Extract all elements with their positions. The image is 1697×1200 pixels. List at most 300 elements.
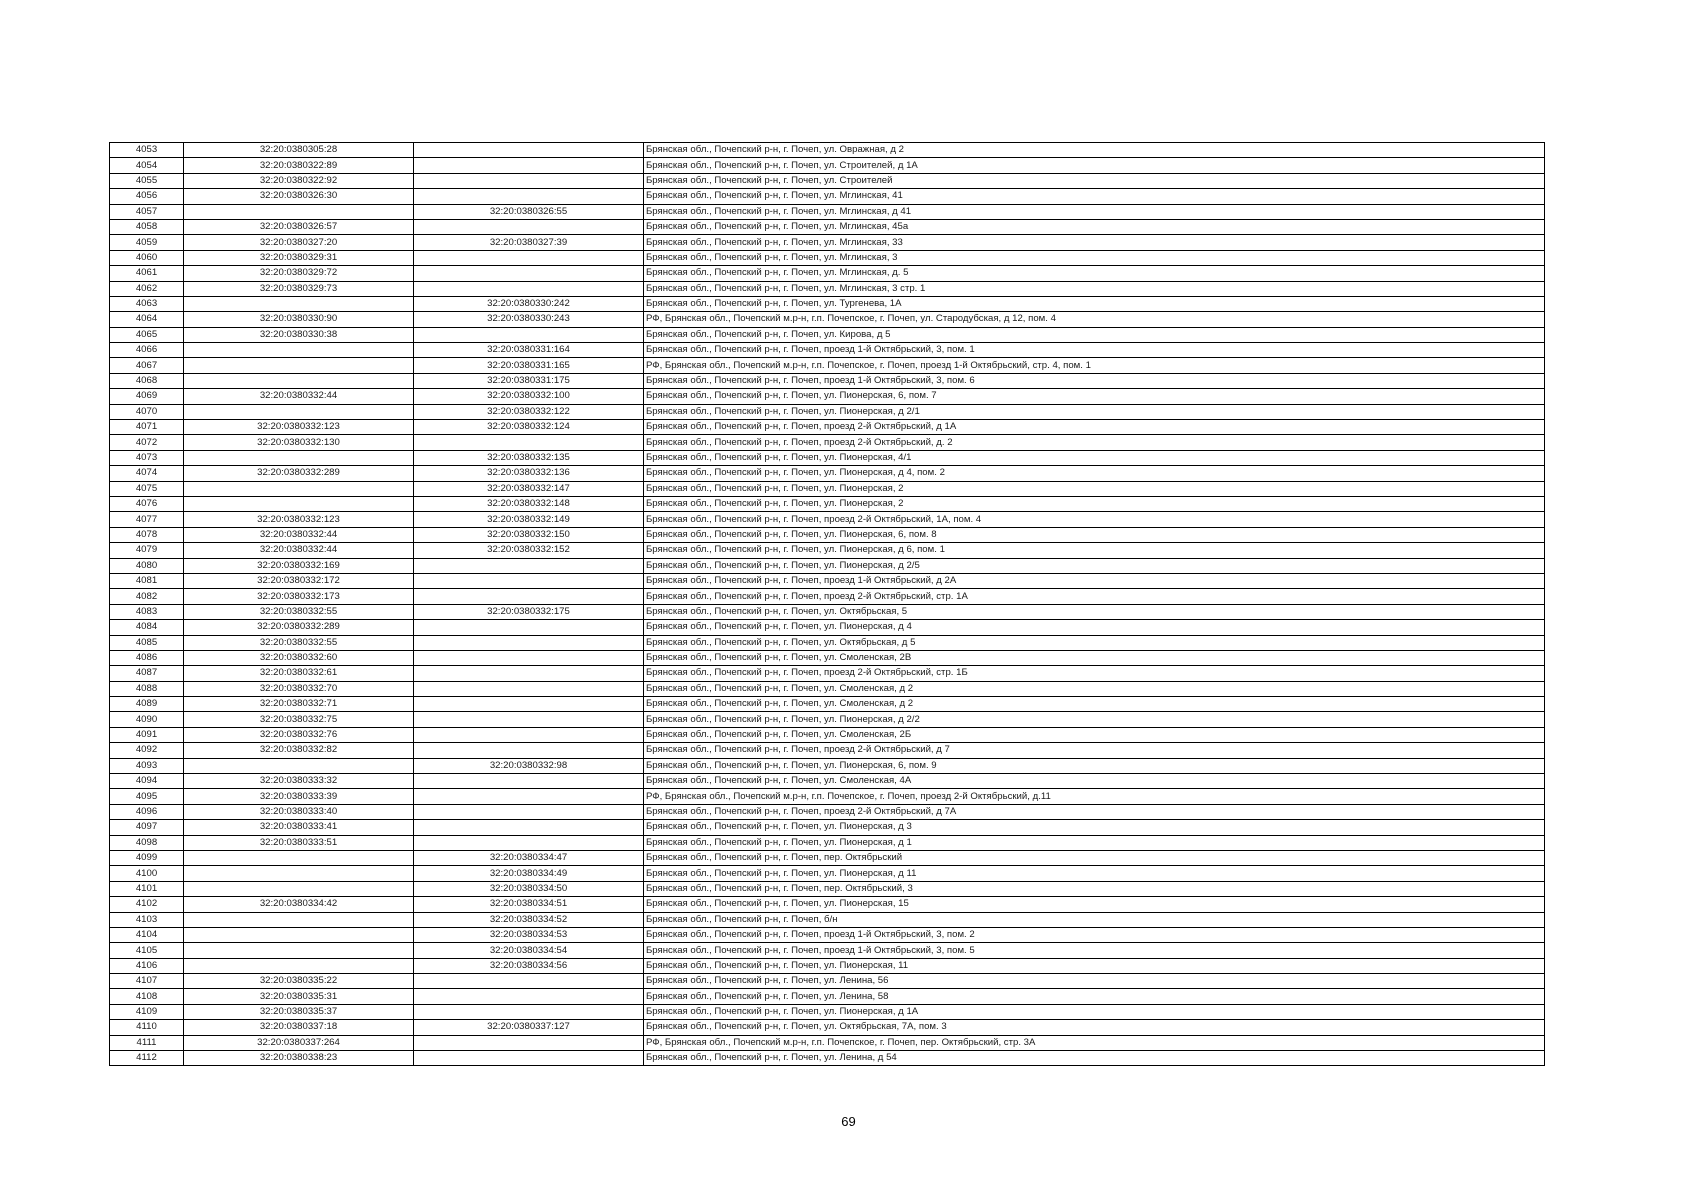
row-number-cell: 4091 <box>110 727 184 742</box>
cadastral-number-cell: 32:20:0380326:30 <box>184 189 414 204</box>
address-cell: Брянская обл., Почепский р-н, г. Почеп, ул. Ленина, 56 <box>644 974 1545 989</box>
row-number-cell: 4095 <box>110 789 184 804</box>
cadastral-number-2-cell <box>414 666 644 681</box>
cadastral-number-2-cell: 32:20:0380332:150 <box>414 527 644 542</box>
cadastral-number-2-cell <box>414 989 644 1004</box>
address-cell: Брянская обл., Почепский р-н, г. Почеп, ул. Пионерская, д 1А <box>644 1004 1545 1019</box>
cadastral-number-cell: 32:20:0380322:89 <box>184 158 414 173</box>
cadastral-number-2-cell <box>414 1004 644 1019</box>
cadastral-number-cell: 32:20:0380332:172 <box>184 573 414 588</box>
cadastral-number-cell: 32:20:0380332:60 <box>184 650 414 665</box>
table-row <box>110 835 1545 850</box>
cadastral-number-cell: 32:20:0380332:76 <box>184 727 414 742</box>
cadastral-number-cell: 32:20:0380337:18 <box>184 1020 414 1035</box>
table-row <box>110 1004 1545 1019</box>
cadastral-number-cell: 32:20:0380332:173 <box>184 589 414 604</box>
address-cell: РФ, Брянская обл., Почепский м.р-н, г.п. Почепское, г. Почеп, пер. Октябрьский, стр. 3А <box>644 1035 1545 1050</box>
cadastral-number-2-cell: 32:20:0380331:165 <box>414 358 644 373</box>
cadastral-number-2-cell <box>414 743 644 758</box>
address-cell: Брянская обл., Почепский р-н, г. Почеп, ул. Кирова, д 5 <box>644 327 1545 342</box>
cadastral-number-2-cell <box>414 774 644 789</box>
table-row <box>110 312 1545 327</box>
address-cell: Брянская обл., Почепский р-н, г. Почеп, проезд 2-й Октябрьский, стр. 1Б <box>644 666 1545 681</box>
table-row <box>110 389 1545 404</box>
table-row <box>110 512 1545 527</box>
cadastral-number-cell: 32:20:0380305:28 <box>184 143 414 158</box>
cadastral-number-2-cell <box>414 820 644 835</box>
row-number-cell: 4096 <box>110 804 184 819</box>
address-cell: Брянская обл., Почепский р-н, г. Почеп, ул. Пионерская, д 1 <box>644 835 1545 850</box>
cadastral-number-cell: 32:20:0380332:44 <box>184 389 414 404</box>
table-row <box>110 774 1545 789</box>
address-cell: Брянская обл., Почепский р-н, г. Почеп, пер. Октябрьский, 3 <box>644 881 1545 896</box>
cadastral-number-2-cell: 32:20:0380332:135 <box>414 450 644 465</box>
table-row <box>110 974 1545 989</box>
table-row <box>110 589 1545 604</box>
row-number-cell: 4069 <box>110 389 184 404</box>
address-cell: Брянская обл., Почепский р-н, г. Почеп, ул. Пионерская, 15 <box>644 897 1545 912</box>
row-number-cell: 4062 <box>110 281 184 296</box>
table-row <box>110 927 1545 942</box>
address-cell: Брянская обл., Почепский р-н, г. Почеп, ул. Пионерская, д 2/1 <box>644 404 1545 419</box>
cadastral-number-cell <box>184 404 414 419</box>
cadastral-number-2-cell: 32:20:0380334:51 <box>414 897 644 912</box>
table-row <box>110 327 1545 342</box>
table-row <box>110 204 1545 219</box>
cadastral-number-2-cell <box>414 697 644 712</box>
cadastral-number-2-cell: 32:20:0380334:50 <box>414 881 644 896</box>
table-row <box>110 1020 1545 1035</box>
page-number: 69 <box>841 1114 856 1129</box>
table-row <box>110 420 1545 435</box>
row-number-cell: 4076 <box>110 496 184 511</box>
cadastral-number-2-cell: 32:20:0380332:152 <box>414 543 644 558</box>
address-cell: Брянская обл., Почепский р-н, г. Почеп, ул. Октябрьская, 5 <box>644 604 1545 619</box>
address-cell: РФ, Брянская обл., Почепский м.р-н, г.п. Почепское, г. Почеп, проезд 2-й Октябрьский, д.11 <box>644 789 1545 804</box>
cadastral-number-cell: 32:20:0380337:264 <box>184 1035 414 1050</box>
cadastral-number-2-cell <box>414 974 644 989</box>
table-row <box>110 758 1545 773</box>
row-number-cell: 4057 <box>110 204 184 219</box>
cadastral-number-2-cell <box>414 143 644 158</box>
table-row <box>110 173 1545 188</box>
address-cell: РФ, Брянская обл., Почепский м.р-н, г.п. Почепское, г. Почеп, проезд 1-й Октябрьский, стр. 4, пом. 1 <box>644 358 1545 373</box>
cadastral-number-cell: 32:20:0380333:39 <box>184 789 414 804</box>
row-number-cell: 4100 <box>110 866 184 881</box>
table-row <box>110 1035 1545 1050</box>
cadastral-number-cell <box>184 204 414 219</box>
cadastral-number-cell: 32:20:0380333:40 <box>184 804 414 819</box>
cadastral-number-cell: 32:20:0380330:90 <box>184 312 414 327</box>
row-number-cell: 4071 <box>110 420 184 435</box>
address-cell: Брянская обл., Почепский р-н, г. Почеп, ул. Пионерская, д 2/2 <box>644 712 1545 727</box>
table-row <box>110 496 1545 511</box>
address-cell: Брянская обл., Почепский р-н, г. Почеп, ул. Ленина, 58 <box>644 989 1545 1004</box>
table-row <box>110 804 1545 819</box>
row-number-cell: 4053 <box>110 143 184 158</box>
address-cell: Брянская обл., Почепский р-н, г. Почеп, проезд 2-й Октябрьский, стр. 1А <box>644 589 1545 604</box>
cadastral-number-2-cell <box>414 804 644 819</box>
row-number-cell: 4093 <box>110 758 184 773</box>
address-cell: РФ, Брянская обл., Почепский м.р-н, г.п. Почепское, г. Почеп, ул. Стародубская, д 12, пом. 4 <box>644 312 1545 327</box>
cadastral-number-cell: 32:20:0380332:123 <box>184 512 414 527</box>
address-cell: Брянская обл., Почепский р-н, г. Почеп, ул. Пионерская, 6, пом. 7 <box>644 389 1545 404</box>
row-number-cell: 4064 <box>110 312 184 327</box>
cadastral-number-cell: 32:20:0380327:20 <box>184 235 414 250</box>
address-cell: Брянская обл., Почепский р-н, г. Почеп, проезд 1-й Октябрьский, 3, пом. 2 <box>644 927 1545 942</box>
table-row <box>110 712 1545 727</box>
address-cell: Брянская обл., Почепский р-н, г. Почеп, ул. Пионерская, 6, пом. 9 <box>644 758 1545 773</box>
cadastral-number-cell: 32:20:0380332:55 <box>184 604 414 619</box>
address-cell: Брянская обл., Почепский р-н, г. Почеп, ул. Смоленская, д 2 <box>644 697 1545 712</box>
cadastral-number-cell: 32:20:0380333:32 <box>184 774 414 789</box>
row-number-cell: 4084 <box>110 620 184 635</box>
cadastral-number-2-cell: 32:20:0380332:148 <box>414 496 644 511</box>
cadastral-number-2-cell: 32:20:0380327:39 <box>414 235 644 250</box>
row-number-cell: 4106 <box>110 958 184 973</box>
table-row <box>110 373 1545 388</box>
address-cell: Брянская обл., Почепский р-н, г. Почеп, ул. Мглинская, 45а <box>644 219 1545 234</box>
cadastral-number-cell: 32:20:0380332:55 <box>184 635 414 650</box>
address-cell: Брянская обл., Почепский р-н, г. Почеп, ул. Строителей, д 1А <box>644 158 1545 173</box>
cadastral-number-2-cell: 32:20:0380334:53 <box>414 927 644 942</box>
cadastral-number-cell: 32:20:0380326:57 <box>184 219 414 234</box>
cadastral-number-2-cell <box>414 158 644 173</box>
table-row <box>110 727 1545 742</box>
row-number-cell: 4082 <box>110 589 184 604</box>
cadastral-number-2-cell: 32:20:0380330:243 <box>414 312 644 327</box>
cadastral-number-2-cell <box>414 327 644 342</box>
cadastral-number-2-cell: 32:20:0380332:122 <box>414 404 644 419</box>
table-row <box>110 650 1545 665</box>
cadastral-number-2-cell <box>414 835 644 850</box>
row-number-cell: 4073 <box>110 450 184 465</box>
address-cell: Брянская обл., Почепский р-н, г. Почеп, проезд 2-й Октябрьский, д 7А <box>644 804 1545 819</box>
table-row <box>110 527 1545 542</box>
address-cell: Брянская обл., Почепский р-н, г. Почеп, проезд 2-й Октябрьский, д. 2 <box>644 435 1545 450</box>
cadastral-number-2-cell: 32:20:0380334:52 <box>414 912 644 927</box>
row-number-cell: 4065 <box>110 327 184 342</box>
table-row <box>110 620 1545 635</box>
row-number-cell: 4085 <box>110 635 184 650</box>
address-cell: Брянская обл., Почепский р-н, г. Почеп, проезд 1-й Октябрьский, 3, пом. 5 <box>644 943 1545 958</box>
cadastral-number-cell <box>184 343 414 358</box>
cadastral-number-2-cell <box>414 266 644 281</box>
cadastral-number-2-cell: 32:20:0380332:124 <box>414 420 644 435</box>
address-cell: Брянская обл., Почепский р-н, г. Почеп, ул. Овражная, д 2 <box>644 143 1545 158</box>
cadastral-number-2-cell: 32:20:0380332:98 <box>414 758 644 773</box>
address-cell: Брянская обл., Почепский р-н, г. Почеп, ул. Пионерская, д 3 <box>644 820 1545 835</box>
row-number-cell: 4099 <box>110 850 184 865</box>
address-cell: Брянская обл., Почепский р-н, г. Почеп, ул. Смоленская, д 2 <box>644 681 1545 696</box>
cadastral-number-cell: 32:20:0380332:123 <box>184 420 414 435</box>
row-number-cell: 4079 <box>110 543 184 558</box>
cadastral-number-cell <box>184 927 414 942</box>
table-row <box>110 897 1545 912</box>
table-row <box>110 789 1545 804</box>
row-number-cell: 4068 <box>110 373 184 388</box>
address-cell: Брянская обл., Почепский р-н, г. Почеп, проезд 2-й Октябрьский, д 1А <box>644 420 1545 435</box>
cadastral-number-cell <box>184 450 414 465</box>
cadastral-number-2-cell <box>414 250 644 265</box>
address-cell: Брянская обл., Почепский р-н, г. Почеп, ул. Пионерская, д 6, пом. 1 <box>644 543 1545 558</box>
table-row <box>110 481 1545 496</box>
address-cell: Брянская обл., Почепский р-н, г. Почеп, проезд 2-й Октябрьский, д 7 <box>644 743 1545 758</box>
cadastral-number-cell: 32:20:0380332:75 <box>184 712 414 727</box>
row-number-cell: 4077 <box>110 512 184 527</box>
table-row <box>110 435 1545 450</box>
row-number-cell: 4094 <box>110 774 184 789</box>
cadastral-number-cell: 32:20:0380332:82 <box>184 743 414 758</box>
address-cell: Брянская обл., Почепский р-н, г. Почеп, ул. Пионерская, д 2/5 <box>644 558 1545 573</box>
cadastral-number-cell: 32:20:0380329:73 <box>184 281 414 296</box>
cadastral-number-2-cell <box>414 573 644 588</box>
row-number-cell: 4108 <box>110 989 184 1004</box>
table-row <box>110 881 1545 896</box>
address-cell: Брянская обл., Почепский р-н, г. Почеп, ул. Строителей <box>644 173 1545 188</box>
address-cell: Брянская обл., Почепский р-н, г. Почеп, ул. Ленина, д 54 <box>644 1051 1545 1066</box>
table-row <box>110 558 1545 573</box>
table-row <box>110 281 1545 296</box>
row-number-cell: 4074 <box>110 466 184 481</box>
row-number-cell: 4103 <box>110 912 184 927</box>
cadastral-number-2-cell: 32:20:0380331:175 <box>414 373 644 388</box>
cadastral-number-2-cell <box>414 558 644 573</box>
row-number-cell: 4058 <box>110 219 184 234</box>
row-number-cell: 4081 <box>110 573 184 588</box>
cadastral-number-2-cell <box>414 589 644 604</box>
address-cell: Брянская обл., Почепский р-н, г. Почеп, ул. Пионерская, 11 <box>644 958 1545 973</box>
table-row <box>110 635 1545 650</box>
cadastral-number-cell: 32:20:0380332:61 <box>184 666 414 681</box>
row-number-cell: 4056 <box>110 189 184 204</box>
table-row <box>110 697 1545 712</box>
row-number-cell: 4086 <box>110 650 184 665</box>
row-number-cell: 4107 <box>110 974 184 989</box>
table-row <box>110 1051 1545 1066</box>
address-cell: Брянская обл., Почепский р-н, г. Почеп, ул. Мглинская, 3 <box>644 250 1545 265</box>
row-number-cell: 4105 <box>110 943 184 958</box>
address-cell: Брянская обл., Почепский р-н, г. Почеп, ул. Пионерская, д 4 <box>644 620 1545 635</box>
cadastral-number-2-cell: 32:20:0380334:54 <box>414 943 644 958</box>
table-row <box>110 343 1545 358</box>
address-cell: Брянская обл., Почепский р-н, г. Почеп, ул. Мглинская, 3 стр. 1 <box>644 281 1545 296</box>
cadastral-number-2-cell <box>414 1035 644 1050</box>
cadastral-number-2-cell: 32:20:0380334:56 <box>414 958 644 973</box>
row-number-cell: 4055 <box>110 173 184 188</box>
table-row <box>110 235 1545 250</box>
address-cell: Брянская обл., Почепский р-н, г. Почеп, ул. Октябрьская, д 5 <box>644 635 1545 650</box>
table-row <box>110 296 1545 311</box>
cadastral-number-2-cell: 32:20:0380332:136 <box>414 466 644 481</box>
row-number-cell: 4092 <box>110 743 184 758</box>
registry-table <box>109 142 1545 1066</box>
row-number-cell: 4061 <box>110 266 184 281</box>
table-row <box>110 219 1545 234</box>
cadastral-number-cell <box>184 958 414 973</box>
row-number-cell: 4060 <box>110 250 184 265</box>
address-cell: Брянская обл., Почепский р-н, г. Почеп, ул. Пионерская, 6, пом. 8 <box>644 527 1545 542</box>
cadastral-number-cell <box>184 358 414 373</box>
cadastral-number-cell <box>184 943 414 958</box>
cadastral-number-2-cell: 32:20:0380331:164 <box>414 343 644 358</box>
address-cell: Брянская обл., Почепский р-н, г. Почеп, проезд 1-й Октябрьский, д 2А <box>644 573 1545 588</box>
cadastral-number-2-cell <box>414 789 644 804</box>
cadastral-number-cell: 32:20:0380330:38 <box>184 327 414 342</box>
table-row <box>110 850 1545 865</box>
row-number-cell: 4063 <box>110 296 184 311</box>
cadastral-number-2-cell <box>414 727 644 742</box>
row-number-cell: 4080 <box>110 558 184 573</box>
table-row <box>110 943 1545 958</box>
table-row <box>110 912 1545 927</box>
row-number-cell: 4067 <box>110 358 184 373</box>
cadastral-number-2-cell: 32:20:0380326:55 <box>414 204 644 219</box>
table-row <box>110 143 1545 158</box>
cadastral-number-cell: 32:20:0380332:70 <box>184 681 414 696</box>
address-cell: Брянская обл., Почепский р-н, г. Почеп, проезд 1-й Октябрьский, 3, пом. 6 <box>644 373 1545 388</box>
cadastral-number-cell: 32:20:0380332:130 <box>184 435 414 450</box>
table-row <box>110 573 1545 588</box>
row-number-cell: 4111 <box>110 1035 184 1050</box>
cadastral-number-cell: 32:20:0380333:51 <box>184 835 414 850</box>
address-cell: Брянская обл., Почепский р-н, г. Почеп, ул. Мглинская, д. 5 <box>644 266 1545 281</box>
table-row <box>110 189 1545 204</box>
address-cell: Брянская обл., Почепский р-н, г. Почеп, ул. Пионерская, 4/1 <box>644 450 1545 465</box>
cadastral-number-cell: 32:20:0380332:169 <box>184 558 414 573</box>
cadastral-number-2-cell: 32:20:0380332:147 <box>414 481 644 496</box>
row-number-cell: 4059 <box>110 235 184 250</box>
table-row <box>110 604 1545 619</box>
cadastral-number-2-cell <box>414 635 644 650</box>
cadastral-number-2-cell <box>414 189 644 204</box>
table-row <box>110 866 1545 881</box>
address-cell: Брянская обл., Почепский р-н, г. Почеп, ул. Пионерская, д 4, пом. 2 <box>644 466 1545 481</box>
cadastral-number-cell <box>184 373 414 388</box>
cadastral-number-cell <box>184 296 414 311</box>
address-cell: Брянская обл., Почепский р-н, г. Почеп, ул. Пионерская, д 11 <box>644 866 1545 881</box>
cadastral-number-cell <box>184 881 414 896</box>
cadastral-number-cell <box>184 866 414 881</box>
cadastral-number-cell: 32:20:0380332:44 <box>184 543 414 558</box>
row-number-cell: 4066 <box>110 343 184 358</box>
table-row <box>110 743 1545 758</box>
table-row <box>110 158 1545 173</box>
registry-table-body <box>110 143 1545 1066</box>
row-number-cell: 4070 <box>110 404 184 419</box>
cadastral-number-2-cell: 32:20:0380330:242 <box>414 296 644 311</box>
cadastral-number-2-cell: 32:20:0380337:127 <box>414 1020 644 1035</box>
address-cell: Брянская обл., Почепский р-н, г. Почеп, ул. Смоленская, 2В <box>644 650 1545 665</box>
cadastral-number-cell <box>184 850 414 865</box>
cadastral-number-cell: 32:20:0380322:92 <box>184 173 414 188</box>
table-row <box>110 543 1545 558</box>
cadastral-number-2-cell: 32:20:0380332:149 <box>414 512 644 527</box>
address-cell: Брянская обл., Почепский р-н, г. Почеп, ул. Мглинская, 33 <box>644 235 1545 250</box>
cadastral-number-2-cell <box>414 281 644 296</box>
cadastral-number-cell <box>184 758 414 773</box>
cadastral-number-2-cell <box>414 712 644 727</box>
cadastral-number-cell: 32:20:0380335:31 <box>184 989 414 1004</box>
cadastral-number-cell: 32:20:0380332:44 <box>184 527 414 542</box>
row-number-cell: 4112 <box>110 1051 184 1066</box>
table-row <box>110 404 1545 419</box>
row-number-cell: 4110 <box>110 1020 184 1035</box>
row-number-cell: 4054 <box>110 158 184 173</box>
address-cell: Брянская обл., Почепский р-н, г. Почеп, проезд 2-й Октябрьский, 1А, пом. 4 <box>644 512 1545 527</box>
table-row <box>110 820 1545 835</box>
cadastral-number-2-cell: 32:20:0380334:47 <box>414 850 644 865</box>
cadastral-number-2-cell <box>414 620 644 635</box>
row-number-cell: 4083 <box>110 604 184 619</box>
cadastral-number-cell: 32:20:0380332:289 <box>184 620 414 635</box>
row-number-cell: 4090 <box>110 712 184 727</box>
address-cell: Брянская обл., Почепский р-н, г. Почеп, ул. Октябрьская, 7А, пом. 3 <box>644 1020 1545 1035</box>
row-number-cell: 4089 <box>110 697 184 712</box>
cadastral-number-2-cell <box>414 1051 644 1066</box>
cadastral-number-2-cell: 32:20:0380332:175 <box>414 604 644 619</box>
table-row <box>110 989 1545 1004</box>
address-cell: Брянская обл., Почепский р-н, г. Почеп, ул. Мглинская, 41 <box>644 189 1545 204</box>
row-number-cell: 4087 <box>110 666 184 681</box>
cadastral-number-cell <box>184 496 414 511</box>
address-cell: Брянская обл., Почепский р-н, г. Почеп, ул. Смоленская, 2Б <box>644 727 1545 742</box>
row-number-cell: 4088 <box>110 681 184 696</box>
table-row <box>110 358 1545 373</box>
cadastral-number-cell: 32:20:0380329:72 <box>184 266 414 281</box>
cadastral-number-cell: 32:20:0380332:71 <box>184 697 414 712</box>
cadastral-number-cell: 32:20:0380329:31 <box>184 250 414 265</box>
address-cell: Брянская обл., Почепский р-н, г. Почеп, ул. Смоленская, 4А <box>644 774 1545 789</box>
cadastral-number-2-cell: 32:20:0380332:100 <box>414 389 644 404</box>
cadastral-number-cell <box>184 912 414 927</box>
row-number-cell: 4078 <box>110 527 184 542</box>
cadastral-number-cell: 32:20:0380338:23 <box>184 1051 414 1066</box>
table-row <box>110 250 1545 265</box>
address-cell: Брянская обл., Почепский р-н, г. Почеп, б/н <box>644 912 1545 927</box>
row-number-cell: 4098 <box>110 835 184 850</box>
cadastral-number-cell <box>184 481 414 496</box>
address-cell: Брянская обл., Почепский р-н, г. Почеп, ул. Пионерская, 2 <box>644 496 1545 511</box>
cadastral-number-cell: 32:20:0380332:289 <box>184 466 414 481</box>
table-row <box>110 681 1545 696</box>
address-cell: Брянская обл., Почепский р-н, г. Почеп, ул. Тургенева, 1А <box>644 296 1545 311</box>
cadastral-number-2-cell <box>414 650 644 665</box>
cadastral-number-2-cell: 32:20:0380334:49 <box>414 866 644 881</box>
table-row <box>110 666 1545 681</box>
row-number-cell: 4104 <box>110 927 184 942</box>
cadastral-number-2-cell <box>414 173 644 188</box>
address-cell: Брянская обл., Почепский р-н, г. Почеп, проезд 1-й Октябрьский, 3, пом. 1 <box>644 343 1545 358</box>
address-cell: Брянская обл., Почепский р-н, г. Почеп, пер. Октябрьский <box>644 850 1545 865</box>
row-number-cell: 4101 <box>110 881 184 896</box>
row-number-cell: 4072 <box>110 435 184 450</box>
address-cell: Брянская обл., Почепский р-н, г. Почеп, ул. Пионерская, 2 <box>644 481 1545 496</box>
address-cell: Брянская обл., Почепский р-н, г. Почеп, ул. Мглинская, д 41 <box>644 204 1545 219</box>
cadastral-number-2-cell <box>414 219 644 234</box>
cadastral-number-cell: 32:20:0380333:41 <box>184 820 414 835</box>
cadastral-number-cell: 32:20:0380335:22 <box>184 974 414 989</box>
table-row <box>110 450 1545 465</box>
table-row <box>110 958 1545 973</box>
cadastral-number-2-cell <box>414 681 644 696</box>
row-number-cell: 4097 <box>110 820 184 835</box>
table-row <box>110 466 1545 481</box>
cadastral-number-cell: 32:20:0380334:42 <box>184 897 414 912</box>
table-row <box>110 266 1545 281</box>
cadastral-number-cell: 32:20:0380335:37 <box>184 1004 414 1019</box>
cadastral-number-2-cell <box>414 435 644 450</box>
